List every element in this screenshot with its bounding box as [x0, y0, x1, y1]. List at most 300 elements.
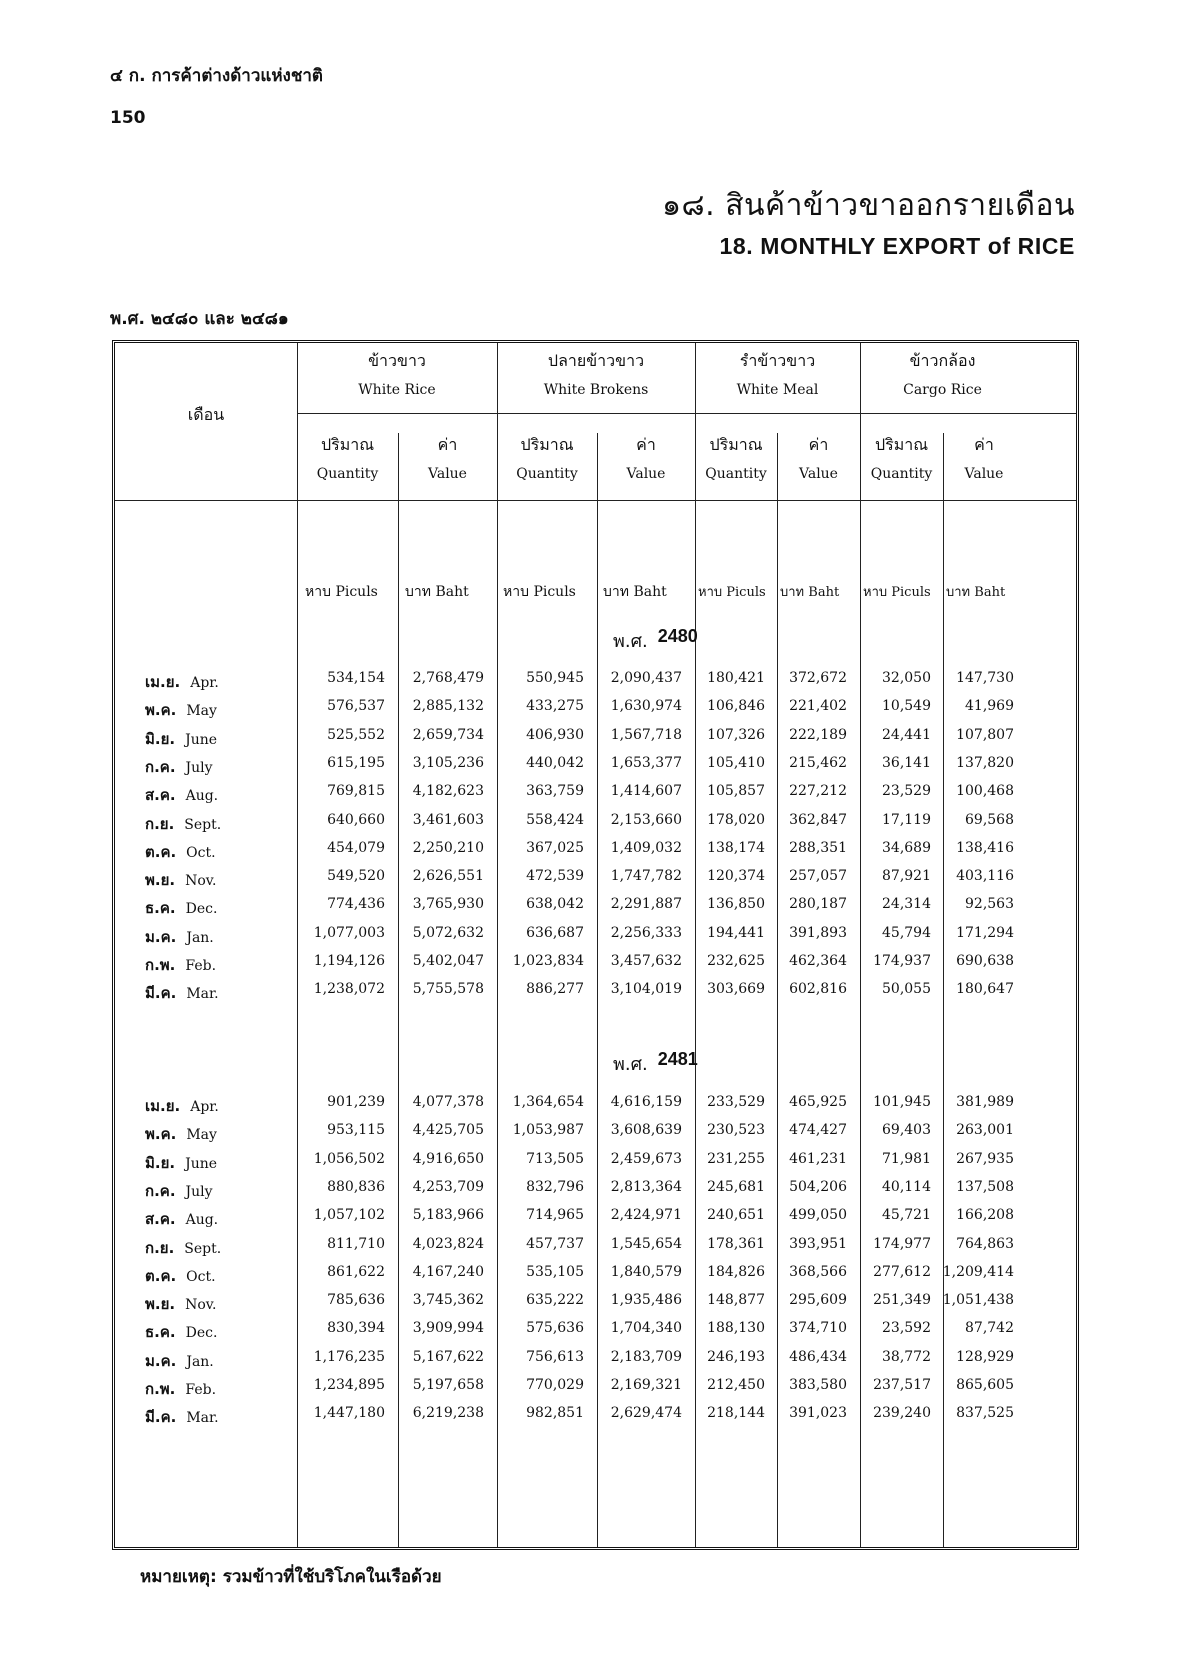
- quantity-cell: 245,681: [707, 1178, 765, 1195]
- value-cell: 4,077,378: [412, 1094, 484, 1110]
- value-cell: 383,580: [789, 1377, 847, 1393]
- quantity-cell: 830,394: [327, 1320, 385, 1337]
- month-thai: ก.พ.: [145, 956, 176, 974]
- month-english: Apr.: [190, 1099, 219, 1115]
- value-cell: 403,116: [956, 868, 1014, 885]
- month-english: Sept.: [184, 1240, 222, 1257]
- month-english: May: [186, 703, 217, 720]
- quantity-cell: 714,965: [526, 1207, 584, 1224]
- month-thai: ส.ค.: [145, 1210, 176, 1229]
- month-cell: [145, 1405, 305, 1429]
- quantity-cell: 107,326: [707, 726, 765, 743]
- month-english: Aug.: [185, 788, 219, 805]
- value-cell: 374,710: [789, 1320, 847, 1337]
- quantity-cell: 1,056,502: [313, 1150, 385, 1167]
- month-cell: [145, 783, 305, 807]
- month-english: Oct.: [186, 1268, 216, 1285]
- table-row: [115, 981, 1076, 1010]
- month-thai: ก.ค.: [145, 757, 176, 776]
- quantity-cell: 24,314: [882, 896, 931, 913]
- subheader-value: ค่า Value: [964, 435, 1004, 483]
- value-cell: 486,434: [789, 1348, 847, 1365]
- month-cell: [145, 1179, 305, 1203]
- value-cell: 4,916,650: [412, 1150, 484, 1167]
- value-cell: 267,935: [956, 1150, 1014, 1167]
- table-row: [115, 812, 1076, 841]
- quantity-cell: 770,029: [526, 1377, 584, 1393]
- quantity-cell: 785,636: [327, 1292, 385, 1309]
- unit-piculs: หาบ Piculs: [863, 585, 931, 600]
- value-cell: 2,459,673: [610, 1150, 682, 1167]
- quantity-cell: 105,857: [707, 783, 765, 800]
- group-header-cargo-rice: ข้าวกล้อง Cargo Rice: [903, 351, 982, 399]
- value-cell: 2,291,887: [610, 896, 682, 913]
- value-cell: 368,566: [789, 1263, 847, 1280]
- value-cell: 2,768,479: [412, 670, 484, 686]
- quantity-cell: 174,937: [873, 953, 931, 969]
- quantity-cell: 1,238,072: [313, 981, 385, 998]
- value-cell: 3,104,019: [610, 981, 682, 998]
- quantity-cell: 230,523: [707, 1122, 765, 1139]
- month-english: Jan.: [186, 1353, 214, 1370]
- month-english: Jan.: [186, 929, 214, 946]
- month-thai: มี.ค.: [145, 1408, 177, 1427]
- subheader-quantity: ปริมาณ Quantity: [705, 435, 767, 483]
- table-row: [115, 868, 1076, 897]
- quantity-cell: 363,759: [526, 783, 584, 800]
- table-row: [115, 1236, 1076, 1265]
- value-cell: 5,197,658: [412, 1377, 484, 1393]
- month-cell: [145, 1094, 305, 1118]
- table-row: [115, 1349, 1076, 1378]
- group-header-white-meal: รำข้าวขาว White Meal: [736, 351, 819, 399]
- table-row: [115, 755, 1076, 784]
- value-cell: 4,023,824: [412, 1235, 484, 1252]
- subheader-value: ค่า Value: [799, 435, 838, 483]
- month-cell: [145, 1122, 305, 1146]
- table-row: [115, 1207, 1076, 1236]
- unit-baht: บาท Baht: [603, 584, 667, 600]
- value-cell: 2,626,551: [412, 868, 484, 885]
- month-english: Nov.: [185, 1297, 217, 1314]
- quantity-cell: 982,851: [526, 1405, 584, 1422]
- month-header: เดือน: [187, 405, 225, 424]
- subheader-value: ค่า Value: [626, 435, 666, 483]
- value-cell: 4,425,705: [412, 1122, 484, 1139]
- month-cell: [145, 698, 305, 722]
- month-english: July: [185, 1183, 213, 1200]
- quantity-cell: 550,945: [526, 670, 584, 686]
- group-header-white-rice: ข้าวขาว White Rice: [358, 351, 436, 399]
- unit-baht: บาท Baht: [405, 584, 469, 600]
- quantity-cell: 17,119: [882, 811, 931, 828]
- value-cell: 69,568: [965, 811, 1014, 828]
- subheader-quantity: ปริมาณ Quantity: [316, 435, 379, 483]
- quantity-cell: 575,636: [526, 1320, 584, 1337]
- quantity-cell: 535,105: [526, 1263, 584, 1280]
- month-english: Dec.: [185, 1325, 218, 1342]
- month-cell: [145, 981, 305, 1005]
- quantity-cell: 71,981: [882, 1150, 931, 1167]
- title-block: [662, 182, 1075, 260]
- quantity-cell: 1,234,895: [313, 1377, 385, 1393]
- value-cell: 1,414,607: [610, 783, 682, 800]
- quantity-cell: 576,537: [327, 698, 385, 715]
- quantity-cell: 50,055: [882, 981, 931, 998]
- quantity-cell: 184,826: [707, 1263, 765, 1280]
- quantity-cell: 1,057,102: [313, 1207, 385, 1224]
- quantity-cell: 713,505: [526, 1150, 584, 1167]
- quantity-cell: 136,850: [707, 896, 765, 913]
- quantity-cell: 1,176,235: [313, 1348, 385, 1365]
- quantity-cell: 218,144: [707, 1405, 765, 1422]
- month-cell: [145, 1207, 305, 1231]
- value-cell: 221,402: [789, 698, 847, 715]
- quantity-cell: 277,612: [873, 1263, 931, 1280]
- month-english: July: [185, 759, 213, 776]
- quantity-cell: 105,410: [707, 754, 765, 771]
- month-thai: ธ.ค.: [145, 1323, 176, 1342]
- subheader-quantity: ปริมาณ Quantity: [516, 435, 578, 483]
- quantity-cell: 1,077,003: [313, 924, 385, 941]
- value-cell: 2,885,132: [412, 698, 484, 715]
- value-cell: 215,462: [789, 754, 847, 771]
- value-cell: 381,989: [956, 1094, 1014, 1110]
- quantity-cell: 433,275: [526, 698, 584, 715]
- value-cell: 2,183,709: [610, 1348, 682, 1365]
- unit-baht: บาท Baht: [946, 585, 1006, 600]
- value-cell: 1,630,974: [610, 698, 682, 715]
- value-cell: 1,051,438: [942, 1292, 1014, 1309]
- value-cell: 372,672: [789, 670, 847, 686]
- quantity-cell: 615,195: [327, 754, 385, 771]
- quantity-cell: 233,529: [707, 1094, 765, 1110]
- month-thai: ส.ค.: [145, 786, 176, 805]
- month-thai: ก.พ.: [145, 1380, 176, 1398]
- row-divider: [297, 413, 1076, 414]
- value-cell: 474,427: [789, 1122, 847, 1139]
- subheader-value: ค่า Value: [428, 435, 467, 483]
- value-cell: 1,653,377: [610, 754, 682, 771]
- value-cell: 263,001: [956, 1122, 1014, 1139]
- table-row: [115, 1179, 1076, 1208]
- value-cell: 2,250,210: [412, 839, 484, 856]
- footnote: หมายเหตุ: รวมข้าวที่ใช้บริโภคในเรือด้วย: [140, 1567, 442, 1587]
- month-thai: ก.ค.: [145, 1181, 176, 1200]
- table-row: [115, 1151, 1076, 1180]
- value-cell: 499,050: [789, 1207, 847, 1224]
- quantity-cell: 45,794: [882, 924, 931, 941]
- value-cell: 3,608,639: [610, 1122, 682, 1139]
- value-cell: 1,704,340: [610, 1320, 682, 1337]
- quantity-cell: 231,255: [707, 1150, 765, 1167]
- quantity-cell: 138,174: [707, 839, 765, 856]
- quantity-cell: 180,421: [707, 670, 765, 686]
- value-cell: 137,508: [956, 1178, 1014, 1195]
- quantity-cell: 756,613: [526, 1348, 584, 1365]
- value-cell: 222,189: [789, 726, 847, 743]
- table-row: [115, 1122, 1076, 1151]
- value-cell: 107,807: [956, 726, 1014, 743]
- unit-baht: บาท Baht: [780, 585, 840, 600]
- quantity-cell: 120,374: [707, 868, 765, 885]
- value-cell: 393,951: [789, 1235, 847, 1252]
- month-thai: ม.ค.: [145, 927, 177, 946]
- month-english: Feb.: [185, 958, 217, 974]
- value-cell: 362,847: [789, 811, 847, 828]
- value-cell: 257,057: [789, 868, 847, 885]
- month-english: Nov.: [185, 873, 217, 890]
- quantity-cell: 32,050: [882, 670, 931, 686]
- quantity-cell: 953,115: [327, 1122, 385, 1139]
- table-row: [115, 925, 1076, 954]
- value-cell: 5,402,047: [412, 953, 484, 969]
- month-cell: [145, 1320, 305, 1344]
- month-cell: [145, 1151, 305, 1175]
- value-cell: 3,765,930: [412, 896, 484, 913]
- month-cell: [145, 1292, 305, 1316]
- month-english: Feb.: [185, 1382, 217, 1398]
- quantity-cell: 886,277: [526, 981, 584, 998]
- month-thai: ต.ค.: [145, 842, 177, 861]
- quantity-cell: 440,042: [526, 754, 584, 771]
- value-cell: 2,153,660: [610, 811, 682, 828]
- quantity-cell: 178,361: [707, 1235, 765, 1252]
- month-english: Apr.: [190, 675, 219, 691]
- value-cell: 391,893: [789, 924, 847, 941]
- quantity-cell: 232,625: [707, 953, 765, 969]
- value-cell: 2,813,364: [610, 1178, 682, 1195]
- value-cell: 1,409,032: [610, 839, 682, 856]
- month-english: May: [186, 1127, 217, 1144]
- month-thai: พ.ค.: [145, 1125, 177, 1144]
- value-cell: 2,169,321: [610, 1377, 682, 1393]
- month-thai: เม.ย.: [145, 1097, 181, 1115]
- month-english: Oct.: [186, 844, 216, 861]
- quantity-cell: 1,194,126: [313, 953, 385, 969]
- month-english: Sept.: [184, 816, 222, 833]
- value-cell: 137,820: [956, 754, 1014, 771]
- export-table: [112, 340, 1079, 1550]
- month-english: June: [185, 731, 218, 748]
- quantity-cell: 1,447,180: [313, 1405, 385, 1422]
- month-cell: [145, 1264, 305, 1288]
- quantity-cell: 23,592: [882, 1320, 931, 1337]
- month-cell: [145, 727, 305, 751]
- month-thai: ก.ย.: [145, 814, 175, 833]
- value-cell: 2,256,333: [610, 924, 682, 941]
- quantity-cell: 24,441: [882, 726, 931, 743]
- month-thai: ต.ค.: [145, 1266, 177, 1285]
- year-banner-2480: พ.ศ. 2480: [613, 626, 698, 652]
- month-thai: พ.ค.: [145, 701, 177, 720]
- month-english: Aug.: [185, 1212, 219, 1229]
- table-row: [115, 1405, 1076, 1434]
- value-cell: 1,935,486: [610, 1292, 682, 1309]
- month-thai: มิ.ย.: [145, 729, 176, 748]
- value-cell: 147,730: [956, 670, 1014, 686]
- value-cell: 227,212: [789, 783, 847, 800]
- page-number: 150: [110, 108, 146, 128]
- month-english: June: [185, 1155, 218, 1172]
- quantity-cell: 23,529: [882, 783, 931, 800]
- quantity-cell: 303,669: [707, 981, 765, 998]
- month-english: Mar.: [186, 1410, 219, 1427]
- month-english: Dec.: [185, 901, 218, 918]
- value-cell: 171,294: [956, 924, 1014, 941]
- table-row: [115, 1292, 1076, 1321]
- quantity-cell: 251,349: [873, 1292, 931, 1309]
- table-row: [115, 1264, 1076, 1293]
- unit-piculs: หาบ Piculs: [305, 584, 378, 600]
- quantity-cell: 472,539: [526, 868, 584, 885]
- value-cell: 138,416: [956, 839, 1014, 856]
- value-cell: 4,253,709: [412, 1178, 484, 1195]
- quantity-cell: 769,815: [327, 783, 385, 800]
- quantity-cell: 1,053,987: [512, 1122, 584, 1139]
- value-cell: 100,468: [956, 783, 1014, 800]
- month-cell: [145, 1349, 305, 1373]
- table-row: [115, 1320, 1076, 1349]
- month-cell: [145, 840, 305, 864]
- value-cell: 690,638: [956, 953, 1014, 969]
- table-row: [115, 1094, 1076, 1123]
- value-cell: 288,351: [789, 839, 847, 856]
- quantity-cell: 188,130: [707, 1320, 765, 1337]
- value-cell: 391,023: [789, 1405, 847, 1422]
- value-cell: 462,364: [789, 953, 847, 969]
- quantity-cell: 101,945: [873, 1094, 931, 1110]
- quantity-cell: 237,517: [873, 1377, 931, 1393]
- quantity-cell: 148,877: [707, 1292, 765, 1309]
- month-cell: [145, 1236, 305, 1260]
- group-header-white-brokens: ปลายข้าวขาว White Brokens: [543, 351, 649, 399]
- quantity-cell: 640,660: [327, 811, 385, 828]
- year-banner-2481: พ.ศ. 2481: [613, 1049, 698, 1075]
- value-cell: 2,090,437: [610, 670, 682, 686]
- quantity-cell: 36,141: [882, 754, 931, 771]
- month-cell: [145, 1377, 305, 1401]
- month-cell: [145, 953, 305, 977]
- value-cell: 180,647: [956, 981, 1014, 998]
- value-cell: 4,167,240: [412, 1263, 484, 1280]
- value-cell: 295,609: [789, 1292, 847, 1309]
- value-cell: 92,563: [965, 896, 1014, 913]
- month-cell: [145, 925, 305, 949]
- quantity-cell: 45,721: [882, 1207, 931, 1224]
- value-cell: 5,167,622: [412, 1348, 484, 1365]
- month-thai: พ.ย.: [145, 871, 176, 890]
- value-cell: 2,424,971: [610, 1207, 682, 1224]
- month-thai: มี.ค.: [145, 984, 177, 1003]
- quantity-cell: 901,239: [327, 1094, 385, 1110]
- value-cell: 764,863: [956, 1235, 1014, 1252]
- value-cell: 2,659,734: [412, 726, 484, 743]
- quantity-cell: 861,622: [327, 1263, 385, 1280]
- quantity-cell: 178,020: [707, 811, 765, 828]
- row-divider: [115, 500, 1076, 501]
- quantity-cell: 1,023,834: [512, 953, 584, 969]
- quantity-cell: 558,424: [526, 811, 584, 828]
- value-cell: 3,461,603: [412, 811, 484, 828]
- quantity-cell: 87,921: [882, 868, 931, 885]
- value-cell: 87,742: [965, 1320, 1014, 1337]
- quantity-cell: 10,549: [882, 698, 931, 715]
- value-cell: 865,605: [956, 1377, 1014, 1393]
- month-cell: [145, 812, 305, 836]
- value-cell: 1,840,579: [610, 1263, 682, 1280]
- month-thai: พ.ย.: [145, 1295, 176, 1314]
- month-thai: มิ.ย.: [145, 1153, 176, 1172]
- subheader-quantity: ปริมาณ Quantity: [870, 435, 933, 483]
- quantity-cell: 240,651: [707, 1207, 765, 1224]
- value-cell: 4,616,159: [610, 1094, 682, 1110]
- value-cell: 5,072,632: [412, 924, 484, 941]
- value-cell: 1,747,782: [610, 868, 682, 885]
- quantity-cell: 212,450: [707, 1377, 765, 1393]
- value-cell: 4,182,623: [412, 783, 484, 800]
- table-row: [115, 698, 1076, 727]
- unit-piculs: หาบ Piculs: [698, 585, 766, 600]
- quantity-cell: 106,846: [707, 698, 765, 715]
- month-cell: [145, 868, 305, 892]
- quantity-cell: 549,520: [327, 868, 385, 885]
- quantity-cell: 406,930: [526, 726, 584, 743]
- value-cell: 3,909,994: [412, 1320, 484, 1337]
- quantity-cell: 246,193: [707, 1348, 765, 1365]
- value-cell: 1,545,654: [610, 1235, 682, 1252]
- quantity-cell: 457,737: [526, 1235, 584, 1252]
- month-thai: ธ.ค.: [145, 899, 176, 918]
- value-cell: 461,231: [789, 1150, 847, 1167]
- value-cell: 5,183,966: [412, 1207, 484, 1224]
- quantity-cell: 832,796: [526, 1178, 584, 1195]
- quantity-cell: 1,364,654: [512, 1094, 584, 1110]
- table-row: [115, 670, 1076, 699]
- value-cell: 5,755,578: [412, 981, 484, 998]
- month-cell: [145, 896, 305, 920]
- quantity-cell: 239,240: [873, 1405, 931, 1422]
- quantity-cell: 525,552: [327, 726, 385, 743]
- value-cell: 3,457,632: [610, 953, 682, 969]
- title-english: 18. MONTHLY EXPORT of RICE: [719, 233, 1075, 259]
- quantity-cell: 635,222: [526, 1292, 584, 1309]
- quantity-cell: 38,772: [882, 1348, 931, 1365]
- value-cell: 2,629,474: [610, 1405, 682, 1422]
- table-row: [115, 1377, 1076, 1406]
- value-cell: 602,816: [789, 981, 847, 998]
- quantity-cell: 367,025: [526, 839, 584, 856]
- value-cell: 128,929: [956, 1348, 1014, 1365]
- quantity-cell: 69,403: [882, 1122, 931, 1139]
- value-cell: 6,219,238: [412, 1405, 484, 1422]
- quantity-cell: 534,154: [327, 670, 385, 686]
- month-cell: [145, 755, 305, 779]
- table-row: [115, 896, 1076, 925]
- value-cell: 41,969: [965, 698, 1014, 715]
- value-cell: 504,206: [789, 1178, 847, 1195]
- quantity-cell: 454,079: [327, 839, 385, 856]
- quantity-cell: 638,042: [526, 896, 584, 913]
- quantity-cell: 636,687: [526, 924, 584, 941]
- value-cell: 166,208: [956, 1207, 1014, 1224]
- value-cell: 837,525: [956, 1405, 1014, 1422]
- quantity-cell: 34,689: [882, 839, 931, 856]
- table-row: [115, 840, 1076, 869]
- month-thai: ก.ย.: [145, 1238, 175, 1257]
- title-thai: ๑๘. สินค้าข้าวขาออกรายเดือน: [661, 188, 1075, 223]
- table-row: [115, 783, 1076, 812]
